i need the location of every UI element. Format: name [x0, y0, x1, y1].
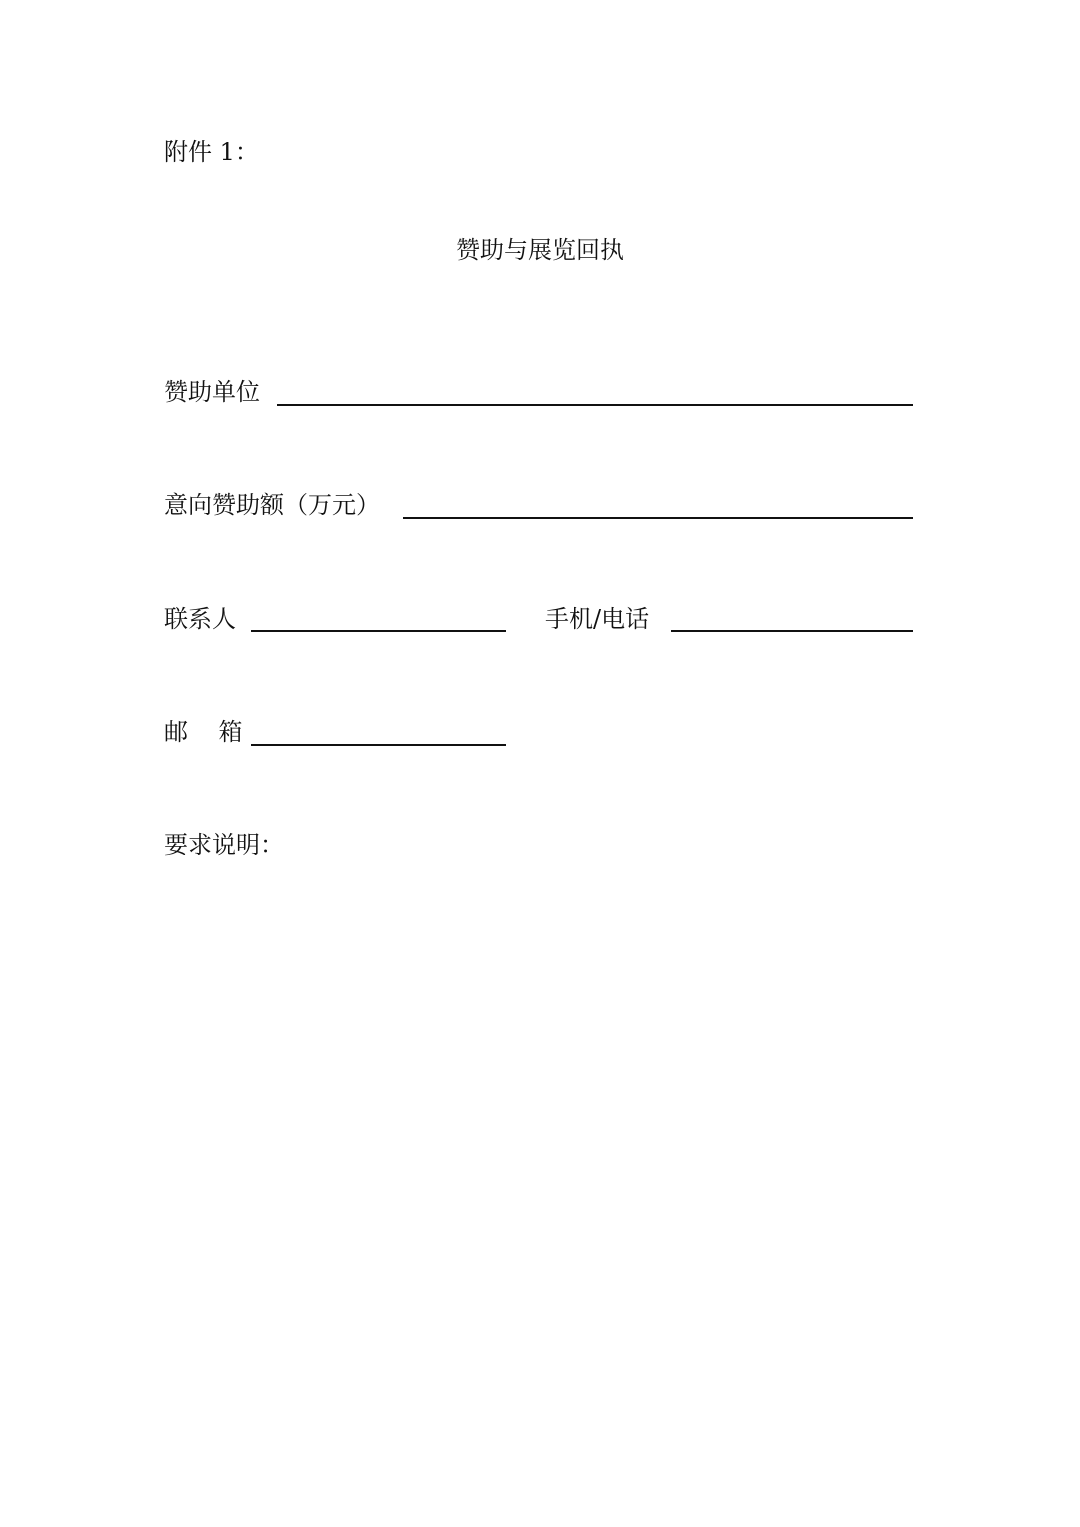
document-title: 赞助与展览回执	[456, 236, 624, 264]
phone-blank-line	[671, 630, 913, 632]
requirements-label: 要求说明：	[164, 831, 284, 859]
email-label: 邮 箱	[164, 718, 243, 746]
intended-amount-label: 意向赞助额（万元）	[164, 491, 380, 519]
attachment-label: 附件 1：	[164, 138, 259, 166]
intended-amount-blank-line	[403, 517, 913, 519]
sponsor-unit-label: 赞助单位	[164, 378, 260, 406]
contact-person-label: 联系人	[164, 605, 236, 633]
phone-label: 手机/电话	[545, 605, 650, 633]
contact-person-blank-line	[251, 630, 506, 632]
sponsor-unit-blank-line	[277, 404, 913, 406]
email-blank-line	[251, 744, 506, 746]
